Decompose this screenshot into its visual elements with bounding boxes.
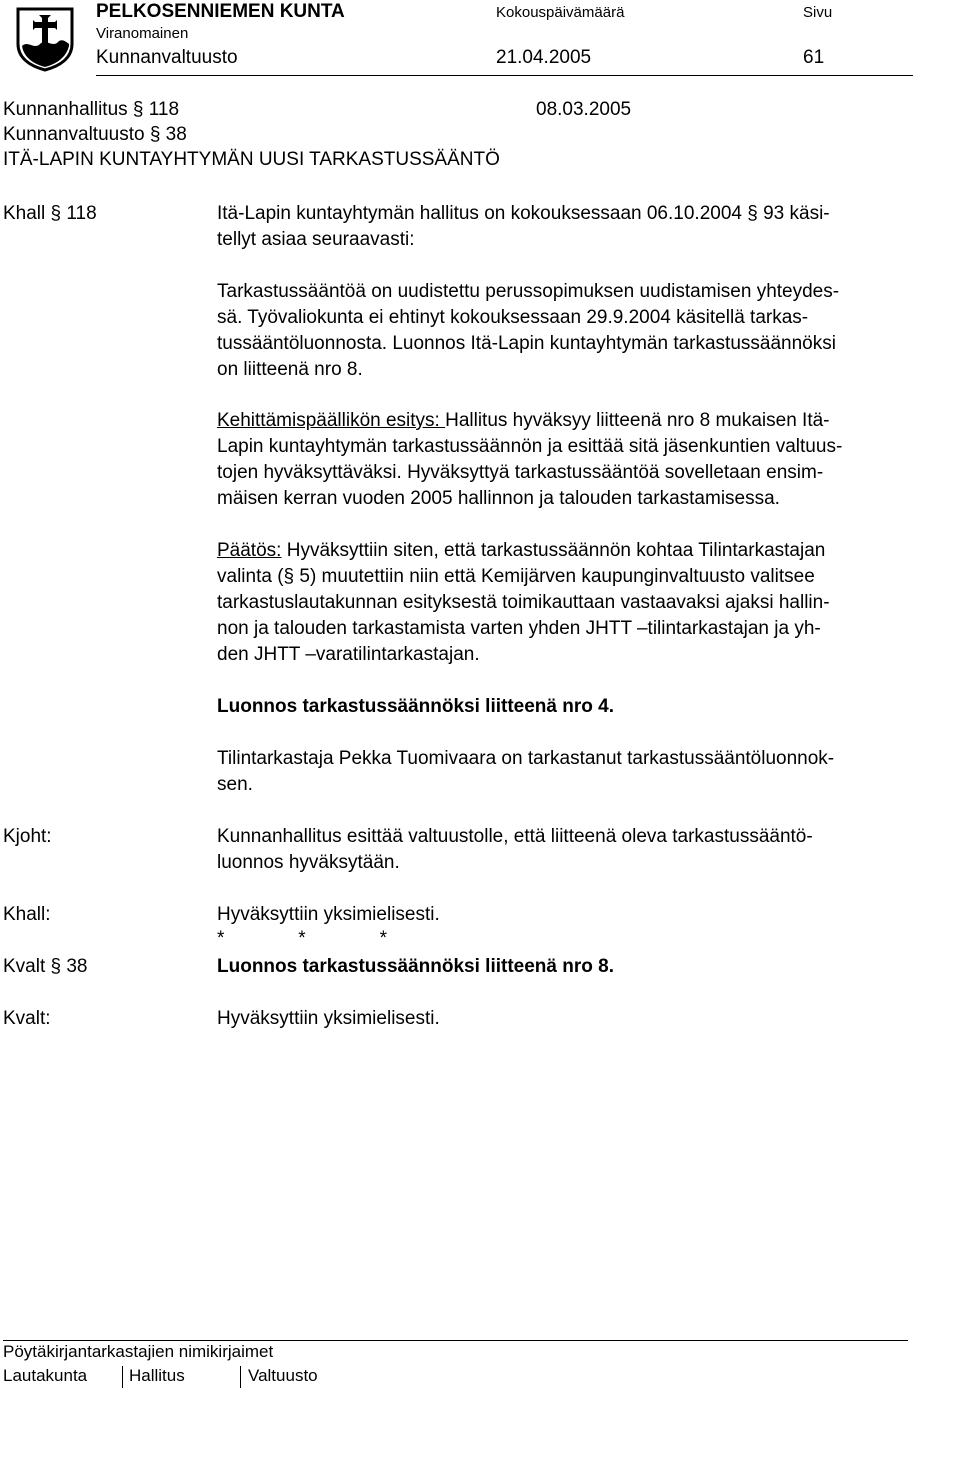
organization-name: PELKOSENNIEMEN KUNTA — [96, 1, 345, 22]
proposal-paragraph — [217, 408, 952, 512]
khall-section-label: Khall § 118 — [3, 203, 97, 224]
draft-note: Luonnos tarkastussäännöksi liitteenä nro 4. — [217, 696, 614, 717]
board-reference: Kunnanhallitus § 118 — [3, 99, 180, 120]
meeting-body: Kunnanvaltuusto — [96, 47, 238, 68]
khall-label: Khall: — [3, 904, 51, 925]
auditor-note: Tilintarkastaja Pekka Tuomivaara on tarkastanut tarkastussääntöluonnok- sen. — [217, 748, 835, 795]
municipality-crest — [14, 6, 76, 72]
page-number: 61 — [803, 47, 825, 68]
organization-subtitle: Viranomainen — [96, 25, 189, 42]
decision-paragraph — [217, 538, 952, 668]
signature-divider-2 — [240, 1366, 241, 1388]
signature-hallitus: Hallitus — [129, 1366, 185, 1385]
separator-stars: * * * — [217, 928, 387, 949]
kvalt-section-label: Kvalt § 38 — [3, 956, 88, 977]
decision-text: Hyväksyttiin siten, että tarkastussäännön kohtaa Tilintarkastajan valinta (§ 5) muutettiin niin että Kemijärven kaupunginvaltuusto valitsee tarkastuslautakunnan esityksestä toimikauttaan vastaavaksi ajaksi hallin- non ja talouden tarkastamista varten yhden JHTT –tilintarkastajan ja yh- den JHTT –varatilintarkastajan. — [217, 540, 830, 665]
footer-rule — [3, 1340, 908, 1341]
proposal-label: Kehittämispäällikön esitys: — [217, 410, 446, 431]
signature-divider-1 — [122, 1366, 123, 1388]
council-reference: Kunnanvaltuusto § 38 — [3, 124, 187, 145]
kjoht-text: Kunnanhallitus esittää valtuustolle, että liitteenä oleva tarkastussääntö- luonnos hyväksytään. — [217, 826, 813, 873]
kvalt-label: Kvalt: — [3, 1008, 51, 1029]
kvalt-text: Luonnos tarkastussäännöksi liitteenä nro 8. — [217, 956, 614, 977]
signature-title: Pöytäkirjantarkastajien nimikirjaimet — [3, 1342, 274, 1361]
kjoht-label: Kjoht: — [3, 826, 52, 847]
kvalt-decision: Hyväksyttiin yksimielisesti. — [217, 1008, 440, 1029]
meeting-date: 21.04.2005 — [496, 47, 592, 68]
signature-lautakunta: Lautakunta — [3, 1366, 88, 1385]
proposal-text: Hallitus hyväksyy liitteenä nro 8 mukaisen Itä- Lapin kuntayhtymän tarkastussäännön ja esittää sitä jäsenkuntien valtuus- tojen hyväksyttäväksi. Hyväksyttyä tarkastussääntöä sovelletaan ensim- mäisen kerran vuoden 2005 hallinnon ja talouden tarkastamisessa. — [217, 410, 843, 509]
page-label: Sivu — [803, 4, 833, 21]
khall-text: Hyväksyttiin yksimielisesti. — [217, 904, 440, 925]
meeting-date-label: Kokouspäivämäärä — [496, 4, 625, 21]
header-rule — [96, 75, 913, 76]
intro-paragraph: Itä-Lapin kuntayhtymän hallitus on kokouksessaan 06.10.2004 § 93 käsi- tellyt asiaa seuraavasti: — [217, 203, 830, 250]
item-title: ITÄ-LAPIN KUNTAYHTYMÄN UUSI TARKASTUSSÄÄNTÖ — [3, 149, 500, 170]
board-date: 08.03.2005 — [536, 99, 632, 120]
signature-valtuusto: Valtuusto — [248, 1366, 318, 1385]
background-paragraph: Tarkastussääntöä on uudistettu perussopimuksen uudistamisen yhteydes- sä. Työvaliokunta ei ehtinyt kokouksessaan 29.9.2004 käsitellä tarkas- tussääntöluonnosta. Luonnos Itä-Lapin kuntayhtymän tarkastussäännöksi on liitteenä nro 8. — [217, 281, 840, 380]
decision-label: Päätös: — [217, 540, 282, 561]
